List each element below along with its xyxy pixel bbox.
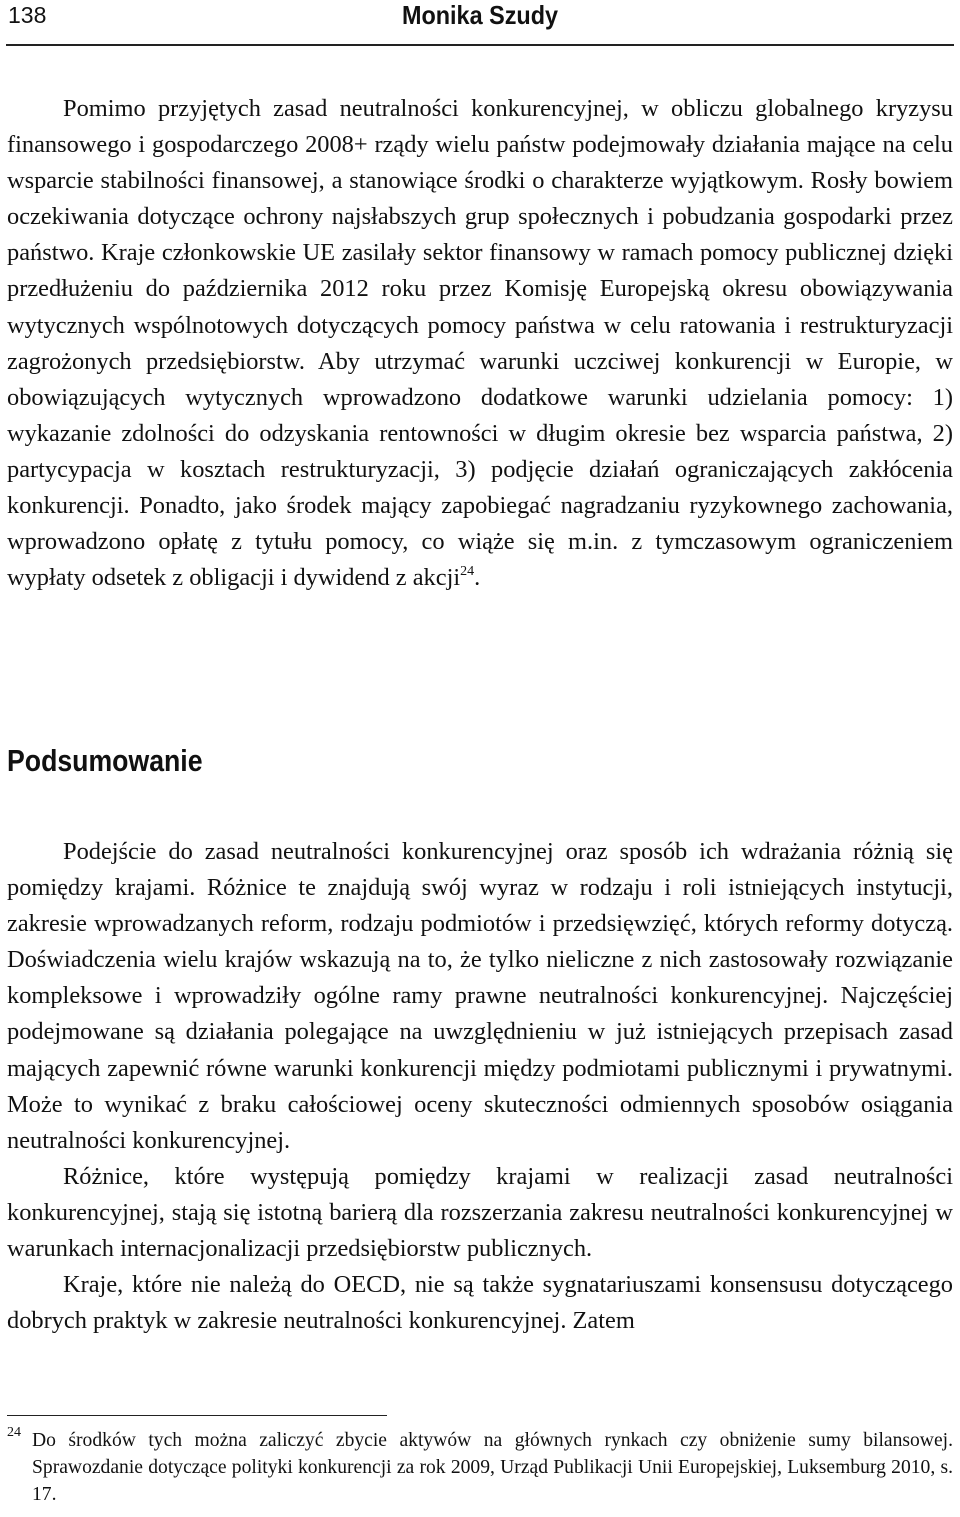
paragraph-crisis-text: Pomimo przyjętych zasad neutralności konkurencyjnej, w obliczu globalnego kryzysu finansowego i gospodarczego 2008+ rządy wielu państw podejmowały działania mające na celu wsparcie stabilności finansowej, a stanowiące środki o charakterze wyjątkowym. Rosły bowiem oczekiwania dotyczące ochrony najsłabszych grup społecznych i pobudzania gospodarki przez państwo. Kraje członkowskie UE zasilały sektor finansowy w ramach pomocy publicznej dzięki przedłużeniu do października 2012 roku przez Komisję Europejską okresu obowiązywania wytycznych wspólnotowych dotyczących pomocy państwa w celu ratowania i restrukturyzacji zagrożonych przedsiębiorstw. Aby utrzymać warunki uczciwej konkurencji w Europie, w obowiązujących wytycznych wprowadzono dodatkowe warunki udzielania pomocy: 1) wykazanie zdolności do odzyskania rentowności w długim okresie bez wsparcia państwa, 2) partycypacja w kosztach restrukturyzacji, 3) podjęcie działań ograniczających zakłócenia konkurencji. Ponadto, jako środek mający zapobiegać nagradzaniu ryzykownego zachowania, wprowadzono opłatę z tytułu pomocy, co wiąże się m.in. z tymczasowym ograniczeniem wypłaty odsetek z obligacji i dywidend z akcji — [7, 95, 953, 592]
paragraph-summary: Podejście do zasad neutralności konkurencyjnej oraz sposób ich wdrażania różnią się pomiędzy krajami. Różnice te znajdują swój wyraz w rodzaju i roli istniejących instytucji, zakresie wprowadzanych reform, rodzaju podmiotów i przedsięwzięć, których reformy dotyczą. Doświadczenia wielu krajów wskazują na to, że tylko nieliczne z nich zastosowały rozwiązanie kompleksowe i wprowadziły ogólne ramy prawne neutralności konkurencyjnej. Najczęściej podejmowane są działania polegające na uwzględnieniu w już istniejących przepisach zasad mających zapewnić równe warunki konkurencji między podmiotami publicznymi i prywatnymi. Może to wynikać z braku całościowej oceny skuteczności odmiennych sposobów osiągania neutralności konkurencyjnej. — [7, 838, 953, 1154]
footnote-text: Do środków tych można zaliczyć zbycie aktywów na głównych rynkach czy obniżenie sumy bilansowej. Sprawozdanie dotyczące polityki konkurencji za rok 2009, Urząd Publikacji Unii Europejskiej, Luksemburg 2010, s. 17. — [32, 1430, 953, 1505]
footnote-reference[interactable]: 24 — [460, 564, 475, 580]
footnote-24 — [7, 1427, 953, 1508]
intro-section — [7, 91, 953, 596]
footnote-rule — [7, 1415, 387, 1416]
running-head-author: Monika Szudy — [401, 0, 559, 30]
page-header — [6, 0, 954, 44]
page-number: 138 — [8, 2, 47, 28]
summary-section — [7, 834, 953, 1339]
footnote-mark: 24 — [7, 1425, 21, 1440]
header-rule — [6, 44, 954, 46]
paragraph-crisis-end: . — [474, 564, 481, 592]
paragraph-crisis — [7, 91, 953, 596]
section-heading: Podsumowanie — [7, 743, 203, 778]
paragraph-differences: Różnice, które występują pomiędzy krajami w realizacji zasad neutralności konkurencyjnej, stają się istotną barierą dla rozszerzania zakresu neutralności konkurencyjnej w warunkach internacjonalizacji przedsiębiorstw publicznych. — [7, 1162, 953, 1263]
paragraph-oecd: Kraje, które nie należą do OECD, nie są także sygnatariuszami konsensusu dotyczącego dobrych praktyk w zakresie neutralności konkurencyjnej. Zatem — [7, 1271, 953, 1335]
